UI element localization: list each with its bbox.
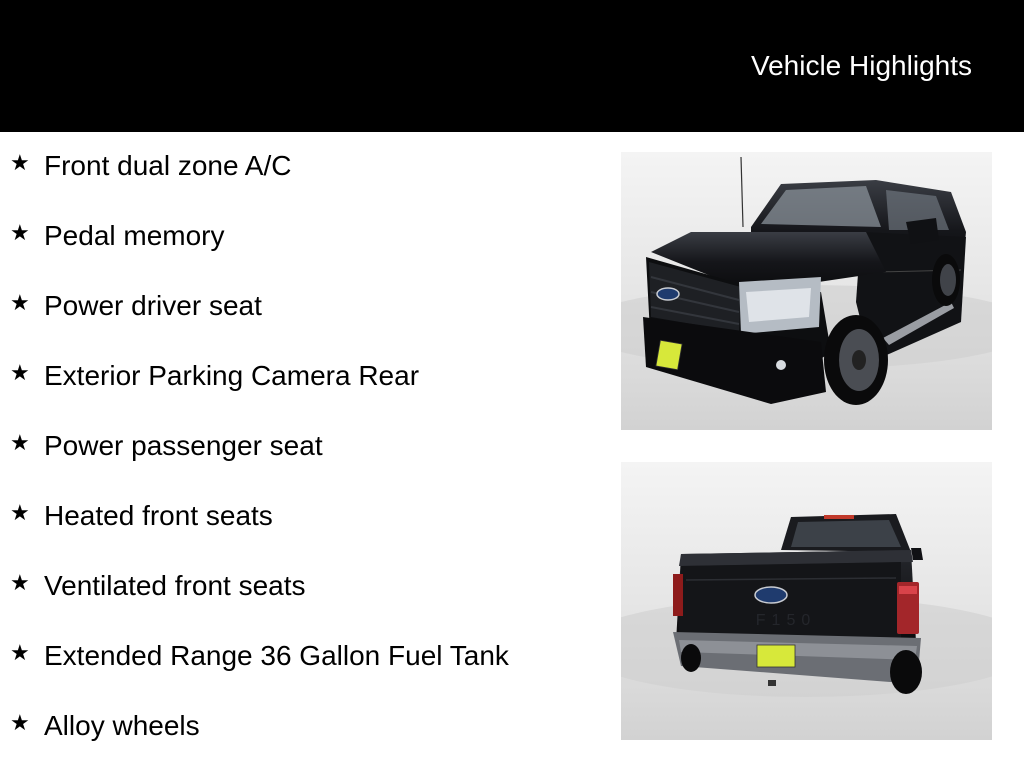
feature-item: [10, 356, 600, 426]
star-icon: ★: [10, 711, 30, 736]
feature-label: Exterior Parking Camera Rear: [44, 360, 420, 391]
star-icon: ★: [10, 501, 30, 526]
feature-label: Power passenger seat: [44, 430, 323, 461]
feature-item: [10, 146, 600, 216]
feature-label: Extended Range 36 Gallon Fuel Tank: [44, 640, 509, 671]
star-icon: ★: [10, 291, 30, 316]
feature-item: [10, 286, 600, 356]
feature-item: [10, 216, 600, 286]
star-icon: ★: [10, 641, 30, 666]
feature-item: [10, 706, 600, 776]
feature-label: Front dual zone A/C: [44, 150, 292, 181]
truck-front-photo: [621, 152, 992, 430]
feature-list: [10, 146, 600, 776]
feature-item: [10, 496, 600, 566]
star-icon: ★: [10, 571, 30, 596]
feature-label: Power driver seat: [44, 290, 262, 321]
svg-text:F150: F150: [755, 612, 817, 629]
star-icon: ★: [10, 151, 30, 176]
truck-rear-photo: [621, 462, 992, 740]
feature-label: Heated front seats: [44, 500, 273, 531]
feature-label: Ventilated front seats: [44, 570, 306, 601]
header-bar: [0, 0, 1024, 132]
star-icon: ★: [10, 221, 30, 246]
star-icon: ★: [10, 361, 30, 386]
star-icon: ★: [10, 431, 30, 456]
feature-label: Alloy wheels: [44, 710, 200, 741]
feature-label: Pedal memory: [44, 220, 225, 251]
feature-item: [10, 566, 600, 636]
feature-item: [10, 426, 600, 496]
feature-item: [10, 636, 600, 706]
page-title: Vehicle Highlights: [750, 50, 972, 81]
